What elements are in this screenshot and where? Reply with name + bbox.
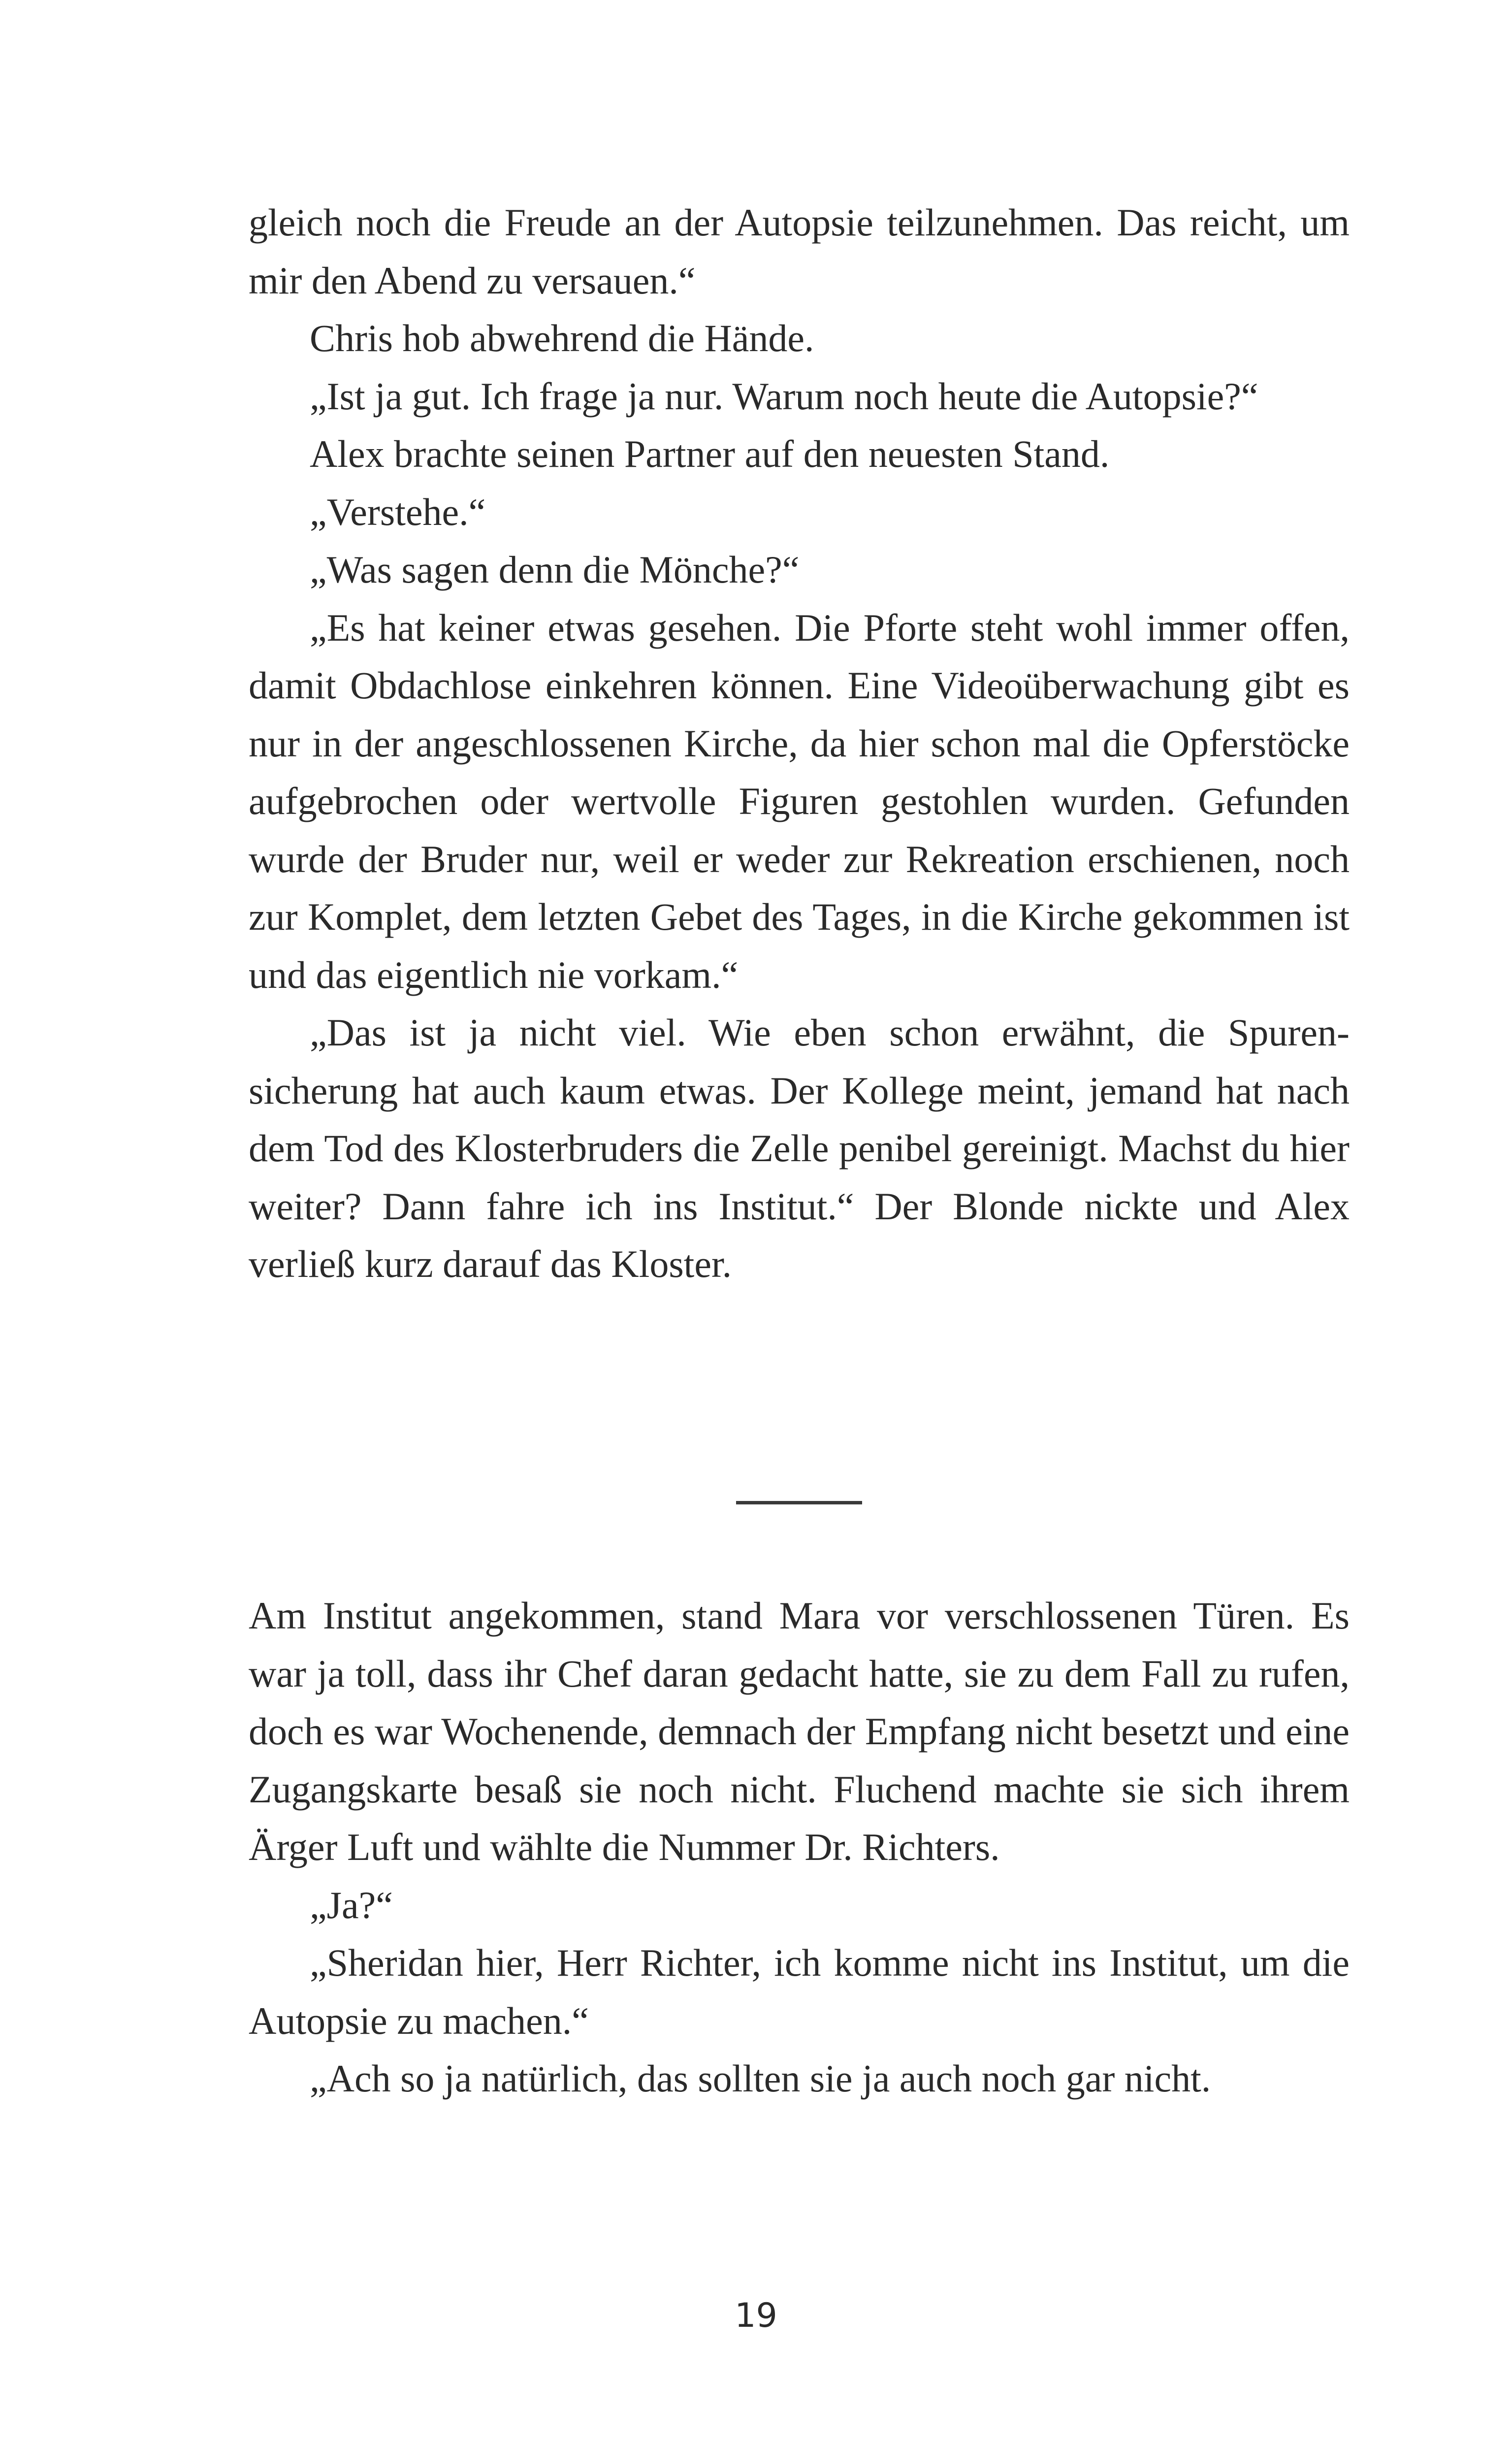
paragraph: „Das ist ja nicht viel. Wie eben schon erwähnt, die Spurensicherung hat auch kaum etwas. Der Kollege meint, jemand hat nach dem Tod des Klosterbruders die Zelle penibel gereinigt. Machst du hier weiter? Dann fahre ich ins Institut.“ Der Blonde nickte und Alex verließ kurz darauf das Kloster. <box>249 1011 1350 1285</box>
paragraph: „Es hat keiner etwas gesehen. Die Pforte steht wohl immer offen, damit Obdachlose einkehren können. Eine Videoüberwachung gibt es nur in der angeschlossenen Kirche, da hier schon mal die Opferstöcke aufgebrochen oder wertvolle Figuren gestohlen wurden. Gefunden wurde der Bruder nur, weil er weder zur Rekreation erschienen, noch zur Komplet, dem letzten Gebet des Tages, in die Kirche gekommen ist und das eigentlich nie vorkam.“ <box>249 606 1350 996</box>
section-one-text <box>249 194 1350 1293</box>
page-number: 19 <box>735 2296 777 2335</box>
paragraph: „Was sagen denn die Mönche?“ <box>310 548 800 591</box>
paragraph: „Sheridan hier, Herr Richter, ich komme nicht ins Institut, um die Autopsie zu machen.“ <box>249 1941 1350 2042</box>
paragraph: gleich noch die Freude an der Autopsie teilzunehmen. Das reicht, um mir den Abend zu versauen.“ <box>249 201 1350 302</box>
paragraph: „Verstehe.“ <box>310 490 486 533</box>
paragraph: Chris hob abwehrend die Hände. <box>310 317 814 359</box>
scene-break-divider <box>736 1501 862 1504</box>
paragraph: „Ja?“ <box>310 1883 393 1926</box>
paragraph: Am Institut angekommen, stand Mara vor verschlossenen Türen. Es war ja toll, dass ihr Chef daran gedacht hatte, sie zu dem Fall zu rufen, doch es war Wochenende, demnach der Empfang nicht besetzt und eine Zugangskarte besaß sie noch nicht. Fluchend machte sie sich ihrem Ärger Luft und wählte die Nummer Dr. Richters. <box>249 1594 1350 1868</box>
section-two-text <box>249 1587 1350 2108</box>
paragraph: Alex brachte seinen Partner auf den neuesten Stand. <box>310 432 1110 475</box>
paragraph: „Ist ja gut. Ich frage ja nur. Warum noch heute die Autopsie?“ <box>310 374 1258 418</box>
paragraph: „Ach so ja natürlich, das sollten sie ja auch noch gar nicht. <box>310 2057 1211 2100</box>
